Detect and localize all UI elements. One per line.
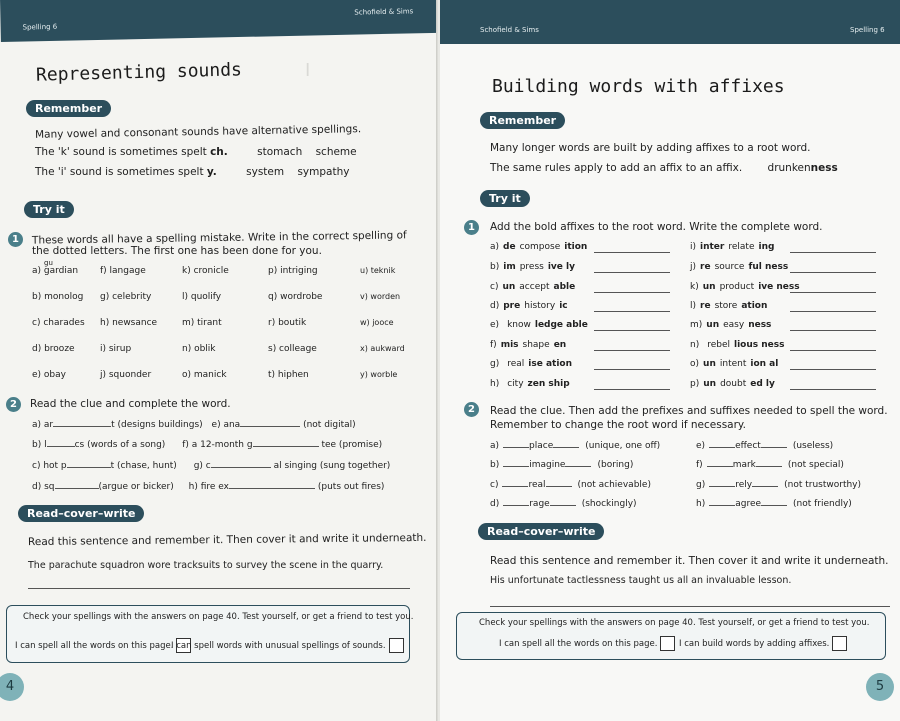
right-try-it-label: Try it [480, 190, 530, 207]
right-check-box [456, 612, 886, 660]
left-q1-item[interactable]: g) celebrity [100, 292, 152, 302]
left-rcw-label: Read–cover–write [18, 505, 144, 522]
left-q1-item[interactable]: a) gardian [32, 266, 79, 276]
right-q1-answer-line[interactable] [790, 252, 876, 253]
left-q2-row4: d) sq (argue or bicker) h) fire ex (puts out fires) [32, 482, 385, 492]
right-q1-answer-line[interactable] [790, 272, 876, 273]
right-q1-item: j) re source ful ness [690, 262, 789, 272]
right-q2-item: d) rage (shockingly) [490, 499, 637, 509]
right-q2-suffix-blank[interactable] [761, 447, 787, 448]
right-q1-answer-line[interactable] [594, 292, 670, 293]
right-q2-suffix-blank[interactable] [550, 505, 576, 506]
right-q1-item: p) un doubt ed ly [690, 379, 775, 389]
right-q1-prompt: Add the bold affixes to the root word. Write the complete word. [490, 221, 823, 233]
left-watermark: Ⅰ [305, 60, 311, 81]
left-q1-prompt-1: These words all have a spelling mistake. Write in the correct spelling of [31, 229, 407, 247]
right-q1-item: k) un product ive ness [690, 282, 800, 292]
right-page-title: Building words with affixes [492, 76, 785, 97]
right-q1-item: c) un accept able [490, 282, 576, 292]
left-q1-item[interactable]: c) charades [32, 318, 85, 328]
right-q1-item: g) real ise ation [490, 359, 573, 369]
right-q1-item: l) re store ation [690, 301, 768, 311]
right-q1-answer-line[interactable] [594, 311, 670, 312]
right-remember-label: Remember [480, 112, 565, 129]
right-q2-item: b) imagine (boring) [490, 460, 634, 470]
right-q2-suffix-blank[interactable] [761, 505, 787, 506]
left-remember-line1: Many vowel and consonant sounds have alternative spellings. [34, 123, 362, 141]
right-q2-suffix-blank[interactable] [553, 447, 579, 448]
right-q1-item: f) mis shape en [490, 340, 567, 350]
right-q2-prompt-1: Read the clue. Then add the prefixes and suffixes needed to spell the word. [490, 405, 888, 417]
left-header-series: Spelling 6 [22, 22, 58, 32]
left-q1-item[interactable]: y) worble [360, 370, 398, 379]
right-q2-prompt-2: Remember to change the root word if necessary. [490, 419, 746, 431]
right-q1-answer-line[interactable] [790, 311, 876, 312]
left-page-number: 4 [0, 673, 24, 701]
left-q1-item[interactable]: r) boutik [268, 318, 307, 328]
left-q1-item[interactable]: i) sirup [100, 344, 132, 354]
left-check-can1: I can spell all the words on this page. [15, 638, 191, 653]
left-rcw-sentence: The parachute squadron wore tracksuits to survey the scene in the quarry. [28, 560, 384, 571]
right-q2-suffix-blank[interactable] [752, 486, 778, 487]
right-q1-item: o) un intent ion al [690, 359, 779, 369]
right-q2-suffix-blank[interactable] [756, 466, 782, 467]
right-q2-prefix-blank[interactable] [707, 466, 733, 467]
left-q1-item[interactable]: p) intriging [268, 266, 318, 276]
left-remember-label: Remember [26, 100, 111, 117]
left-q2-row1: a) ar t (designs buildings) e) ana (not digital) [32, 420, 356, 430]
right-q2-prefix-blank[interactable] [709, 505, 735, 506]
left-q1-item[interactable]: q) wordrobe [268, 292, 323, 302]
right-rcw-sentence: His unfortunate tactlessness taught us all an invaluable lesson. [490, 575, 792, 586]
right-q1-item: a) de compose ition [490, 242, 588, 252]
left-q1-item[interactable]: l) quolify [182, 292, 222, 302]
left-q1-item[interactable]: x) aukward [360, 344, 405, 353]
left-q1-item[interactable]: s) colleage [268, 344, 317, 354]
right-q1-item: h) city zen ship [490, 379, 570, 389]
left-check-line1: Check your spellings with the answers on page 40. Test yourself, or get a friend to test you. [23, 612, 414, 622]
left-page [0, 0, 438, 721]
left-q1-item[interactable]: u) teknik [360, 266, 396, 275]
left-check-can2: I can spell words with unusual spellings of sounds. [171, 638, 404, 653]
right-rcw-label: Read–cover–write [478, 523, 604, 540]
left-q1-item[interactable]: k) cronicle [182, 266, 229, 276]
left-rcw-instruction: Read this sentence and remember it. Then cover it and write it underneath. [27, 531, 427, 549]
right-q1-answer-line[interactable] [790, 292, 876, 293]
right-q2-item: a) place (unique, one off) [490, 441, 661, 451]
right-q2-prefix-blank[interactable] [503, 505, 529, 506]
left-q1-item[interactable]: t) hiphen [268, 370, 309, 380]
left-q1-item[interactable]: j) squonder [100, 370, 152, 380]
right-q1-answer-line[interactable] [594, 252, 670, 253]
left-header-band [0, 0, 438, 42]
left-remember-line2: The 'k' sound is sometimes spelt ch. stomach scheme [35, 146, 357, 158]
right-q2-item: f) mark (not special) [696, 460, 844, 470]
right-check-can2-checkbox[interactable] [832, 636, 847, 651]
right-check-can1-checkbox[interactable] [660, 636, 675, 651]
left-q1-item[interactable]: e) obay [32, 370, 66, 380]
right-q1-answer-line[interactable] [594, 272, 670, 273]
left-q1-number: 1 [8, 232, 23, 247]
right-q1-answer-line[interactable] [594, 369, 670, 370]
left-q1-item[interactable]: d) brooze [32, 344, 75, 354]
right-q2-item: e) effect (useless) [696, 441, 834, 451]
left-q2-row3: c) hot p t (chase, hunt) g) c al singing (sung together) [32, 461, 391, 471]
right-header-publisher: Schofield & Sims [480, 26, 539, 34]
right-q2-item: g) rely (not trustworthy) [696, 480, 862, 490]
right-q1-answer-line[interactable] [594, 389, 670, 390]
right-q2-number: 2 [464, 402, 479, 417]
left-q1-item[interactable]: o) manick [182, 370, 227, 380]
right-q2-suffix-blank[interactable] [565, 466, 591, 467]
right-q1-item: n) rebel lious ness [690, 340, 785, 350]
left-q1-example-correction: gu [44, 259, 53, 267]
right-q2-prefix-blank[interactable] [709, 447, 735, 448]
right-q1-item: e) know ledge able [490, 320, 588, 330]
right-q1-answer-line[interactable] [790, 369, 876, 370]
right-q1-answer-line[interactable] [594, 350, 670, 351]
right-q2-prefix-blank[interactable] [503, 466, 529, 467]
right-rcw-write-line[interactable] [490, 606, 890, 607]
right-q1-answer-line[interactable] [790, 330, 876, 331]
left-q2-prompt: Read the clue and complete the word. [30, 398, 231, 410]
right-q2-prefix-blank[interactable] [709, 486, 735, 487]
right-check-can1: I can spell all the words on this page. [499, 636, 675, 651]
right-q2-item: c) real (not achievable) [490, 480, 651, 490]
right-q2-prefix-blank[interactable] [502, 486, 528, 487]
right-q1-item: d) pre history ic [490, 301, 568, 311]
left-q2-number: 2 [6, 397, 21, 412]
right-check-line1: Check your spellings with the answers on page 40. Test yourself, or get a friend to test you. [479, 618, 870, 628]
left-q1-item[interactable]: f) langage [100, 266, 146, 276]
right-page-number: 5 [866, 673, 894, 701]
right-q1-number: 1 [464, 220, 479, 235]
left-q1-item[interactable]: m) tirant [182, 318, 222, 328]
right-q2-suffix-blank[interactable] [546, 486, 572, 487]
left-check-box [6, 605, 414, 663]
right-rcw-instruction: Read this sentence and remember it. Then cover it and write it underneath. [490, 555, 889, 567]
right-q1-answer-line[interactable] [594, 330, 670, 331]
right-q1-item: b) im press ive ly [490, 262, 575, 272]
right-q1-item: m) un easy ness [690, 320, 772, 330]
left-header-publisher: Schofield & Sims [354, 7, 414, 17]
left-rcw-write-line[interactable] [28, 588, 410, 589]
left-q1-item[interactable]: h) newsance [100, 318, 158, 328]
right-q2-prefix-blank[interactable] [503, 447, 529, 448]
left-page-title: Representing sounds [35, 59, 243, 86]
left-q1-item[interactable]: b) monolog [32, 292, 84, 302]
right-q2-item: h) agree (not friendly) [696, 499, 852, 509]
right-remember-line2: The same rules apply to add an affix to an affix. drunkenness [490, 162, 838, 174]
right-q1-item: i) inter relate ing [690, 242, 775, 252]
right-page [440, 0, 900, 721]
right-header-series: Spelling 6 [850, 26, 885, 34]
right-q1-answer-line[interactable] [790, 389, 876, 390]
left-q1-item[interactable]: w) jooce [360, 318, 394, 327]
left-remember-line3: The 'i' sound is sometimes spelt y. system sympathy [35, 166, 350, 178]
right-check-can2: I can build words by adding affixes. [679, 636, 847, 651]
left-q2-row2: b) l cs (words of a song) f) a 12-month g tee (promise) [32, 440, 383, 450]
right-remember-line1: Many longer words are built by adding affixes to a root word. [490, 142, 811, 154]
left-q1-prompt-2: the dotted letters. The first one has been done for you. [32, 245, 322, 257]
right-q1-answer-line[interactable] [790, 350, 876, 351]
left-q1-item[interactable]: v) worden [360, 292, 401, 301]
left-check-can2-checkbox[interactable] [389, 638, 404, 653]
left-try-it-label: Try it [24, 201, 74, 218]
right-header-band [440, 0, 900, 44]
left-q1-item[interactable]: n) oblik [182, 344, 216, 354]
